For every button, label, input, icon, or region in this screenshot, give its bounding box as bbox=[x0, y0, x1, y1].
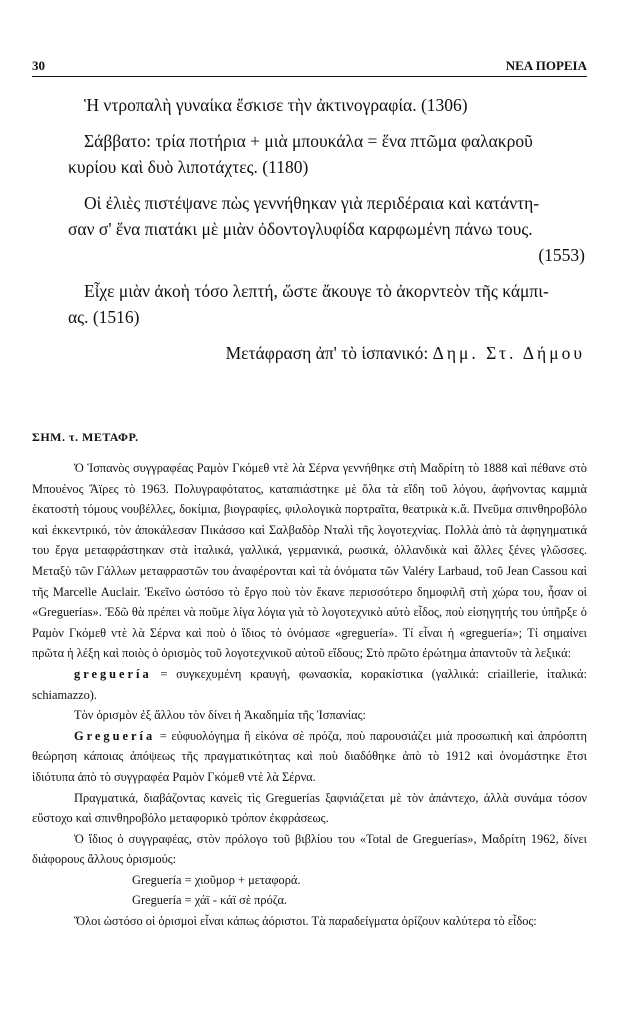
page-header bbox=[32, 58, 587, 74]
gregueria-line: Ἡ ντροπαλὴ γυναίκα ἔσκισε τὴν ἀκτινογραφία. (1306) bbox=[84, 95, 468, 115]
gregueria-line: Εἶχε μιὰν ἀκοὴ τόσο λεπτή, ὥστε ἄκουγε τὸ ἀκορντεὸν τῆς κάμπι- bbox=[84, 281, 549, 301]
journal-title: ΝΕΑ ΠΟΡΕΙΑ bbox=[505, 58, 587, 73]
definition-text: = εὐφυολόγημα ἢ εἰκόνα σὲ πρόζα, ποὺ παρουσιάζει μιὰ προσωπικὴ καὶ ἀπρόοπτη θεώρηση κάποιας ἀπόψεως τῆς πραγματικότητας καὶ ποὺ διαδόθηκε ἀπὸ τὸ 1912 καὶ ὀνομάστηκε ἔτσι ἰδιότυπα ἀπὸ τὸ συγγραφέα Ραμὸν Γκόμεθ ντὲ λὰ Σέρνα. bbox=[32, 728, 587, 784]
greguerias-list bbox=[68, 92, 585, 366]
definition-academy bbox=[32, 726, 587, 788]
gregueria-item bbox=[68, 278, 585, 330]
academy-line: Τὸν ὁρισμὸν ἐξ ἄλλου τὸν δίνει ἡ Ἀκαδημία τῆς Ἱσπανίας: bbox=[74, 708, 366, 723]
notes-paragraph: Ὅλοι ὡστόσο οἱ ὁρισμοὶ εἶναι κάπως ἀόριστοι. Τὰ παραδείγματα ὁρίζουν καλύτερα τὸ εἶδος: bbox=[74, 914, 537, 929]
notes-paragraph: Ὁ Ἱσπανὸς συγγραφέας Ραμὸν Γκόμεθ ντὲ λὰ Σέρνα γεννήθηκε στὴ Μαδρίτη τὸ 1888 καὶ πέθανε στὸ Μπουένος Ἄϊρες τὸ 1963. Πολυγραφότατος, καταπιάστηκε μὲ ὅλα τὰ εἴδη τοῦ λόγου, ἀφήνοντας καμμιὰ ἑκατοστὴ τόμους νουβέλλες, δοκίμια, βιογραφίες, φιλολογικὰ πορτραῖτα, θεατρικὰ κ.ἄ. Πνεῦμα σπινθηροβόλο καὶ ἐκκεντρικό, τὸν ἀποκάλεσαν Πικάσσο καὶ Σαλβαδὸρ Νταλὶ τῆς λογοτεχνίας. Πολλὰ ἀπὸ τὰ ἀφηγηματικά του ἔργα μεταφράστηκαν στὰ ἰταλικά, γαλλικά, γερμανικά, ρωσικά, ὀλλανδικὰ καὶ ἄλλες ξένες γλῶσσες. Μεταξὺ τῶν Γάλλων μεταφραστῶν του ἀναφέρονται καὶ τὰ ὀνόματα τῶν Valéry Larbaud, τοῦ Jean Cassou καὶ τῆς Marcelle Auclair. Ἐκεῖνο ὡστόσο τὸ ἔργο ποὺ τὸν ἔκανε περισσότερο δημοφιλῆ στὴ χώρα του, ἦσαν οἱ «Greguerías». Ἐδῶ θὰ πρέπει νὰ ποῦμε λίγα λόγια γιὰ τὸ λογοτεχνικὸ αὐτὸ εἶδος, ποὺ εἰσηγητής του ὑπῆρξε ὁ Ραμὸν Γκόμεθ ντὲ λὰ Σέρνα καὶ ποὺ ὁ ἴδιος τὸ ὀνόμασε «greguería». Τί εἶναι ἡ «greguería»; Τί σημαίνει πρῶτα ἡ λέξη καὶ ποιὸς ὁ ὁρισμὸς τοῦ λογοτεχνικοῦ αὐτοῦ εἴδους; Στὸ πρῶτο ἐρώτημα ἀπαντοῦν τὰ λεξικά: bbox=[32, 461, 587, 661]
page-number: 30 bbox=[32, 58, 45, 73]
gregueria-line: κυρίου καὶ δυὸ λιποτάχτες. (1180) bbox=[68, 157, 309, 177]
gregueria-line: Σάββατο: τρία ποτήρια + μιὰ μπουκάλα = ἕνα πτῶμα φαλακροῦ bbox=[84, 131, 533, 151]
translator-name: Δημ. Στ. Δήμου bbox=[432, 343, 585, 363]
definition-text: = συγκεχυμένη κραυγή, φωνασκία, κορακίστικα (γαλλικά: criaillerie, ἰταλικά: schiamazzo). bbox=[32, 666, 587, 702]
translator-notes bbox=[32, 458, 587, 932]
translator-label: Μετάφραση ἀπ' τὸ ἱσπανικό: bbox=[225, 343, 429, 363]
header-rule bbox=[32, 76, 587, 77]
gregueria-line: Οἱ ἐλιὲς πιστέψανε πὼς γεννήθηκαν γιὰ περιδέραια καὶ κατάντη- bbox=[84, 193, 540, 213]
gregueria-line: σαν σ' ἕνα πιατάκι μὲ μιὰν ὀδοντογλυφίδα καρφωμένη πάνω τους. bbox=[68, 219, 533, 239]
definition-dictionary bbox=[32, 664, 587, 705]
gregueria-item bbox=[68, 190, 585, 268]
notes-paragraph: Πραγματικά, διαβάζοντας κανεὶς τὶς Greguerías ξαφνιάζεται μὲ τὸν ἀπάντεχο, ἀλλὰ συνάμα τόσον εὔστοχο καὶ σπινθηροβόλο μεταφορικὸ τρόπον ἐκφράσεως. bbox=[32, 790, 587, 826]
notes-title: ΣΗΜ. τ. ΜΕΤΑΦΡ. bbox=[32, 430, 139, 444]
gregueria-item bbox=[68, 92, 585, 118]
translator-credit bbox=[68, 340, 585, 366]
gregueria-line: ας. (1516) bbox=[68, 307, 140, 327]
author-definition: Greguería = χιοῦμορ + μεταφορά. bbox=[132, 872, 301, 887]
author-definition: Greguería = χάϊ - κάϊ σὲ πρόζα. bbox=[132, 893, 288, 908]
author-definitions bbox=[132, 870, 587, 911]
gregueria-number: (1553) bbox=[538, 245, 585, 265]
notes-paragraph: Ὁ ἴδιος ὁ συγγραφέας, στὸν πρόλογο τοῦ βιβλίου του «Total de Greguerías», Μαδρίτη 1962, δίνει διάφορους ἄλλους ὁρισμούς: bbox=[32, 831, 587, 867]
gregueria-item bbox=[68, 128, 585, 180]
definition-term: Greguería bbox=[74, 728, 156, 743]
definition-term: greguería bbox=[74, 666, 152, 681]
